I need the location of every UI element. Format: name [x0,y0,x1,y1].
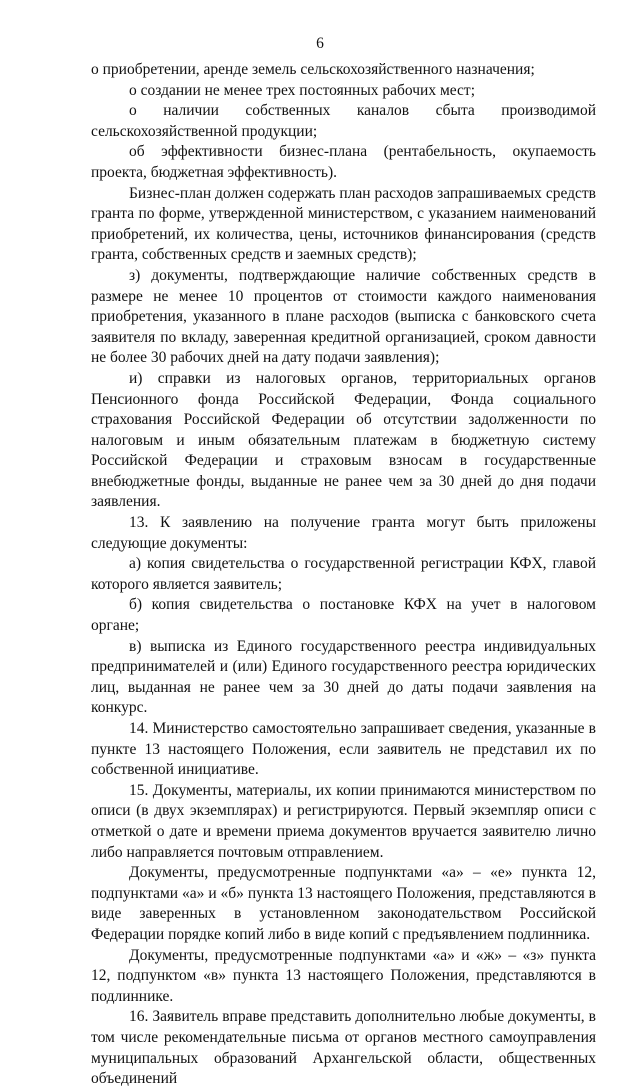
paragraph: Документы, предусмотренные подпунктами «а» и «ж» – «з» пункта 12, подпунктом «в» пункта 13 настоящего Положения, представляются в подлиннике. [91,946,596,1005]
page-number: 6 [316,35,324,52]
paragraph: 16. Заявитель вправе представить дополнительно любые документы, в том числе рекомендательные письма от органов местного самоуправления муниципальных образований Архангельской области, общественных объединений [91,1008,596,1088]
paragraph: в) выписка из Единого государственного реестра индивидуальных предпринимателей и (или) Единого государственного реестра юридических лиц, выданная не ранее чем за 30 дней до даты подачи заявления на конкурс. [91,637,596,717]
paragraph: о наличии собственных каналов сбыта производимой сельскохозяйственной продукции; [91,102,596,140]
paragraph: 14. Министерство самостоятельно запрашивает сведения, указанные в пункте 13 настоящего Положения, если заявитель не представил их по собственной инициативе. [91,720,596,779]
paragraph: 15. Документы, материалы, их копии принимаются министерством по описи (в двух экземплярах) и регистрируются. Первый экземпляр описи с отметкой о дате и времени приема документов вручается заявителю лично либо направляется почтовым отправлением. [91,781,596,861]
paragraph: Бизнес-план должен содержать план расходов запрашиваемых средств гранта по форме, утвержденной министерством, с указанием наименований приобретений, их количества, цены, источников финансирования (средств гранта, собственных средств и заемных средств); [91,184,596,264]
paragraph: з) документы, подтверждающие наличие собственных средств в размере не менее 10 процентов от стоимости каждого наименования приобретения, указанного в плане расходов (выписка с банковского счета заявителя по вкладу, заверенная кредитной организацией, сроком давности не более 30 рабочих дней на дату подачи заявления); [91,266,596,367]
paragraph: б) копия свидетельства о постановке КФХ на учет в налоговом органе; [91,596,596,635]
paragraph: 13. К заявлению на получение гранта могут быть приложены следующие документы: [91,514,596,552]
paragraph: о приобретении, аренде земель сельскохозяйственного назначения; [91,61,535,78]
paragraph: об эффективности бизнес-плана (рентабельность, окупаемость проекта, бюджетная эффективность). [91,143,596,181]
paragraph: о создании не менее трех постоянных рабочих мест; [129,81,476,99]
paragraph: а) копия свидетельства о государственной регистрации КФХ, главой которого является заявитель; [91,555,596,593]
paragraph: и) справки из налоговых органов, территориальных органов Пенсионного фонда Российской Федерации, Фонда социального страхования Российской Федерации об отсутствии задолженности по налоговым и иным обязательным платежам в бюджетную систему Российской Федерации и страховым взносам в государственные внебюджетные фонды, выданные не ранее чем за 30 дней до дня подачи заявления. [91,369,596,511]
paragraph: Документы, предусмотренные подпунктами «а» – «е» пункта 12, подпунктами «а» и «б» пункта 13 настоящего Положения, представляются в виде заверенных в установленном законодательством Российской Федерации порядке копий либо в виде копий с предъявлением подлинника. [91,864,596,943]
document-body [91,60,596,1090]
